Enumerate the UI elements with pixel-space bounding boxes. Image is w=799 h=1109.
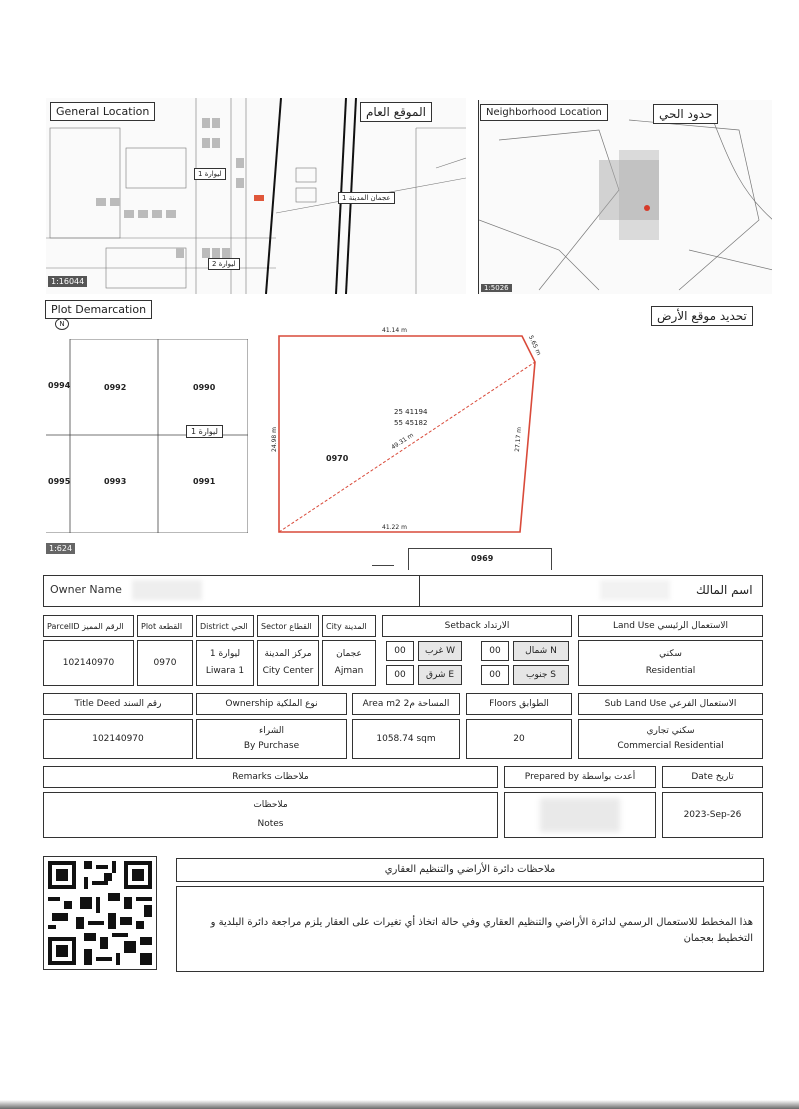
district-value: Liwara 1: [205, 666, 245, 676]
neighbor-0995: 0995: [48, 477, 71, 486]
neighborhood-location-label: Neighborhood Location: [480, 104, 608, 121]
district-label: District الحي: [200, 621, 248, 631]
district-header: [196, 615, 254, 637]
sector-value: City Center: [262, 666, 314, 676]
city-value-ar: عجمان: [336, 649, 362, 660]
plot-value: 0970: [137, 640, 193, 686]
ownership-value-ar: الشراء: [259, 726, 284, 737]
plot-drawing: [270, 326, 550, 546]
sub-land-use-value: Commercial Residential: [617, 741, 724, 751]
general-scale: 1:16044: [48, 276, 87, 287]
owner-name-ar-redacted: [600, 580, 670, 600]
setback-e-ar: شرق: [425, 669, 446, 680]
parcel-id-header: [43, 615, 134, 637]
sector-header: [257, 615, 319, 637]
neighbor-0994: 0994: [48, 381, 71, 390]
land-use-value: Residential: [645, 666, 696, 676]
plot-diag-dim: 49.31 m: [390, 431, 415, 452]
setback-s-value: 00: [481, 665, 509, 685]
remarks-header: [43, 766, 498, 788]
land-dept-note-box: [176, 886, 764, 972]
general-location-map: [46, 98, 466, 294]
neighbor-grid: [46, 339, 248, 533]
owner-divider: [419, 575, 420, 607]
date-header: [662, 766, 763, 788]
road-label-2: ليوارة 2: [208, 258, 240, 270]
sub-land-use-value-cell: [578, 719, 763, 759]
prepared-by-value-cell: [504, 792, 656, 838]
ownership-value-cell: [196, 719, 347, 759]
title-deed-value: 102140970: [43, 719, 193, 759]
prepared-by-label: Prepared by أعدت بواسطة: [524, 772, 636, 782]
neighbor-0992: 0992: [104, 383, 127, 392]
plot-right-dim: 27.17 m: [513, 426, 524, 453]
owner-ar-label: اسم المالك: [696, 583, 753, 597]
ownership-label: Ownership نوع الملكية: [225, 699, 318, 709]
land-dept-title: ملاحظات دائرة الأراضي والتنظيم العقاري: [176, 858, 764, 882]
parcel-id-label: ParcelID الرقم المميز: [47, 621, 124, 631]
below-plot-box: [408, 548, 552, 570]
city-value-cell: [322, 640, 376, 686]
road-label-1: ليوارة 1: [194, 168, 226, 180]
remarks-value-ar: ملاحظات: [253, 800, 288, 811]
floors-header: [466, 693, 572, 715]
sub-land-use-label: Sub Land Use الاستعمال الفرعي: [604, 699, 737, 709]
land-use-header: [578, 615, 763, 637]
district-value-cell: [196, 640, 254, 686]
plot-header: [137, 615, 193, 637]
floors-value: 20: [466, 719, 572, 759]
date-label: Date تاريخ: [691, 772, 734, 782]
below-plot-tick: [372, 565, 394, 566]
sub-land-use-header: [578, 693, 763, 715]
neighborhood-location-map: [478, 100, 772, 294]
setback-s-en: S: [550, 669, 556, 680]
page-bottom-edge: [0, 1100, 799, 1109]
general-location-ar-label: الموقع العام: [360, 102, 432, 122]
city-header: [322, 615, 376, 637]
title-deed-header: [43, 693, 193, 715]
plot-left-dim: 24.98 m: [270, 427, 278, 452]
setback-w-dir: [418, 641, 462, 661]
neighborhood-scale: 1:5026: [481, 284, 512, 292]
setback-e-dir: [418, 665, 462, 685]
neighbor-0993: 0993: [104, 477, 127, 486]
title-deed-label: Title Deed رقم السند: [74, 699, 162, 709]
neighborhood-location-ar-label: حدود الحي: [653, 104, 718, 124]
prepared-by-header: [504, 766, 656, 788]
area-value: 1058.74 sqm: [352, 719, 460, 759]
below-plot-number: 0969: [471, 554, 494, 563]
land-use-value-cell: [578, 640, 763, 686]
owner-label: Owner Name: [50, 583, 122, 596]
plot-number: 0970: [326, 454, 349, 463]
setback-n-value: 00: [481, 641, 509, 661]
land-dept-note: هذا المخطط للاستعمال الرسمي لدائرة الأراضي والتنظيم العقاري وفي حالة اتخاذ أي تغيرات على العقار يلزم مراجعة دائرة البلدية و التخطيط بعجمان: [210, 917, 753, 944]
setback-w-en: W: [446, 645, 455, 656]
qr-code: [43, 856, 157, 970]
parcel-id-value: 102140970: [43, 640, 134, 686]
plot-demarcation-label: Plot Demarcation: [45, 300, 152, 319]
remarks-value-cell: [43, 792, 498, 838]
neighbor-0991: 0991: [193, 477, 216, 486]
city-value: Ajman: [334, 666, 364, 676]
setback-e-en: E: [448, 669, 455, 680]
plot-road-label: ليوارة 1: [186, 425, 223, 438]
setback-e-value: 00: [386, 665, 414, 685]
qr-code-pattern: [44, 857, 156, 969]
plot-demarcation-ar-label: تحديد موقع الأرض: [651, 306, 753, 326]
general-location-map-drawing: [46, 98, 466, 294]
city-label: City المدينة: [326, 621, 367, 631]
sector-value-cell: [257, 640, 319, 686]
plot-bottom-dim: 41.22 m: [382, 524, 407, 531]
district-value-ar: ليوارة 1: [209, 649, 241, 660]
setback-header: [382, 615, 572, 637]
road-label-3: عجمان المدينة 1: [338, 192, 395, 204]
ownership-header: [196, 693, 347, 715]
area-header: [352, 693, 460, 715]
setback-label: Setback الارتداد: [444, 621, 510, 631]
area-label: Area m2 المساحة م2: [362, 699, 450, 709]
plot-corner-dim: 5.65 m: [526, 334, 543, 357]
setback-s-dir: [513, 665, 569, 685]
land-use-label: Land Use الاستعمال الرئيسي: [612, 621, 729, 631]
setback-w-value: 00: [386, 641, 414, 661]
setback-w-ar: غرب: [425, 645, 444, 656]
floors-label: Floors الطوابق: [489, 699, 549, 709]
general-location-label: General Location: [50, 102, 155, 121]
remarks-value: Notes: [257, 819, 284, 829]
plot-top-dim: 41.14 m: [382, 327, 407, 334]
plot-coord-lon: 55 45182: [394, 419, 428, 427]
setback-n-en: N: [550, 645, 557, 656]
plot-label: Plot القطعة: [141, 621, 183, 631]
setback-n-ar: شمال: [525, 645, 548, 656]
neighbor-0990: 0990: [193, 383, 216, 392]
setback-s-ar: جنوب: [526, 669, 548, 680]
sector-label: Sector القطاع: [261, 621, 312, 631]
plot-coord-lat: 25 41194: [394, 408, 428, 416]
land-use-value-ar: سكني: [659, 649, 682, 660]
sector-value-ar: مركز المدينة: [264, 649, 312, 660]
owner-name-redacted: [132, 580, 202, 600]
date-value: 2023-Sep-26: [662, 792, 763, 838]
prepared-by-redacted: [540, 798, 620, 832]
north-arrow-icon: N: [55, 318, 69, 330]
ownership-value: By Purchase: [243, 741, 300, 751]
sub-land-use-value-ar: سكني تجاري: [646, 726, 695, 737]
remarks-label: Remarks ملاحظات: [232, 772, 309, 782]
neighborhood-map-drawing: [479, 100, 772, 294]
setback-n-dir: [513, 641, 569, 661]
plot-scale: 1:624: [46, 543, 75, 554]
